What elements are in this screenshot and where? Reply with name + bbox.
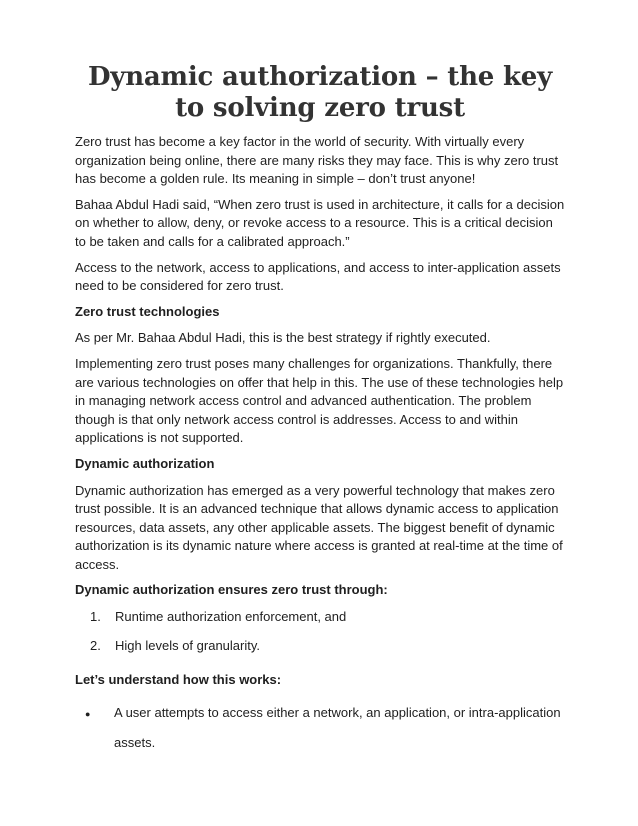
heading-ensures-zero-trust: Dynamic authorization ensures zero trust through: [75,582,388,598]
list-item-text: High levels of granularity. [115,637,260,653]
list-item [75,698,565,758]
list-item-text: A user attempts to access either a network, an application, or intra-application assets. [114,704,561,750]
document-page [75,62,565,758]
paragraph-strategy: As per Mr. Bahaa Abdul Hadi, this is the best strategy if rightly executed. [75,330,491,346]
heading-zero-trust-technologies: Zero trust technologies [75,303,220,319]
list-item [75,608,565,627]
heading-how-this-works: Let’s understand how this works: [75,672,282,688]
paragraph-dynamic-authorization: Dynamic authorization has emerged as a very powerful technology that makes zero trust possible. It is an advanced technique that allows dynamic access to application resources, data assets, any other applicable assets. The biggest benefit of dynamic authorization is its dynamic nature where access is granted at real-time at the time of access. [75,482,563,572]
list-item-number: 2. [90,637,101,653]
bullet-icon: ● [85,708,91,719]
bullet-list [75,698,565,758]
paragraph-quote: Bahaa Abdul Hadi said, “When zero trust is used in architecture, it calls for a decision on whether to allow, deny, or revoke access to a resource. This is a critical decision to be taken and calls for a calibrated approach.” [75,196,565,249]
list-item [75,637,565,656]
heading-dynamic-authorization: Dynamic authorization [75,455,215,471]
document-title: Dynamic authorization – the key to solving zero trust [87,62,553,123]
list-item-number: 1. [90,609,101,625]
list-item-text: Runtime authorization enforcement, and [115,609,347,625]
paragraph-access: Access to the network, access to applications, and access to inter-application assets need to be considered for zero trust. [75,259,561,294]
paragraph-intro: Zero trust has become a key factor in the world of security. With virtually every organization being online, there are many risks they may face. This is why zero trust has become a golden rule. Its meaning in simple – don’t trust anyone! [75,134,559,187]
numbered-list [75,608,565,655]
paragraph-challenges: Implementing zero trust poses many challenges for organizations. Thankfully, there are various technologies on offer that help in this. The use of these technologies help in managing network access control and advanced authentication. The problem though is that only network access control is addresses. Access to and within applications is not supported. [75,355,564,446]
